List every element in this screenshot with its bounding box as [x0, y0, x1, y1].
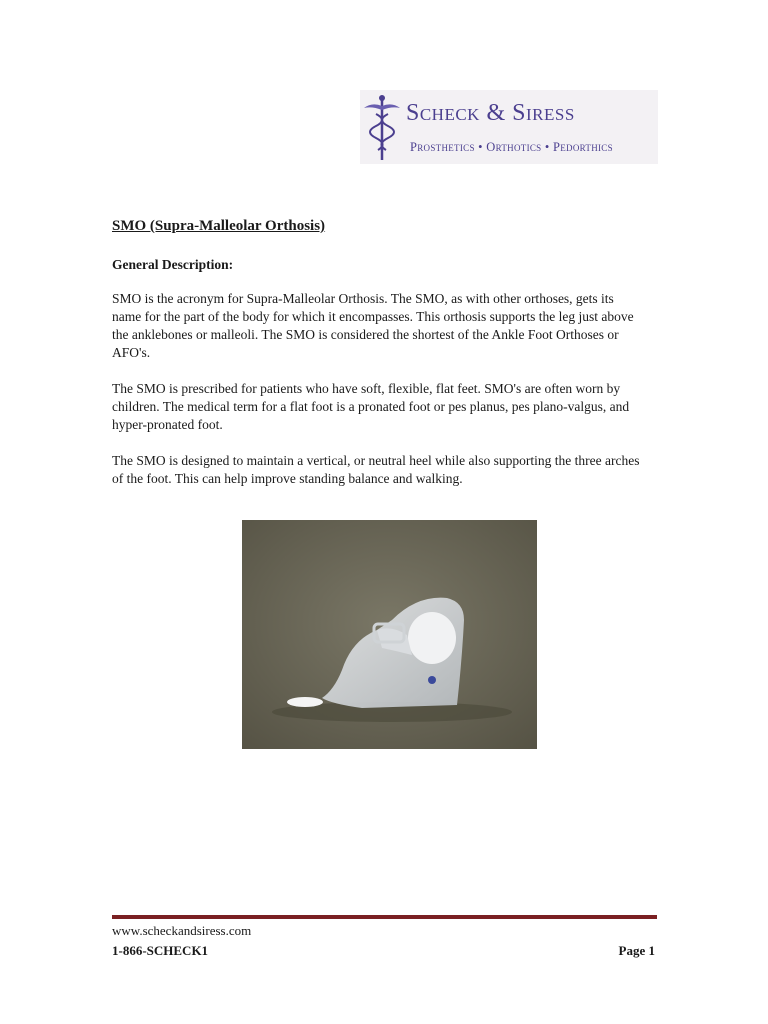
logo-subtitle: Prosthetics • Orthotics • Pedorthics: [410, 140, 613, 154]
smo-orthosis-photo: [242, 520, 537, 749]
footer-phone: 1-866-SCHECK1: [112, 943, 209, 958]
logo-title: Scheck & Siress: [406, 100, 575, 126]
section-heading: General Description:: [112, 257, 234, 272]
page-number: Page 1: [618, 943, 655, 958]
footer-divider: [112, 915, 657, 919]
company-logo: [360, 90, 658, 164]
footer-website[interactable]: www.scheckandsiress.com: [112, 923, 252, 938]
paragraph-2: The SMO is prescribed for patients who have soft, flexible, flat feet. SMO's are often worn by children. The medical term for a flat foot is a pronated foot or pes planus, pes plano-valgus, and hyper-pronated foot.: [112, 381, 630, 432]
paragraph-1: SMO is the acronym for Supra-Malleolar Orthosis. The SMO, as with other orthoses, gets its name for the part of the body for which it encompasses. This orthosis supports the leg just above the anklebones or malleoli. The SMO is considered the shortest of the Ankle Foot Orthoses or AFO's.: [112, 291, 634, 360]
caduceus-icon: [360, 92, 404, 162]
document-title: SMO (Supra-Malleolar Orthosis): [112, 218, 326, 234]
paragraph-3: The SMO is designed to maintain a vertical, or neutral heel while also supporting the three arches of the foot. This can help improve standing balance and walking.: [112, 453, 640, 486]
